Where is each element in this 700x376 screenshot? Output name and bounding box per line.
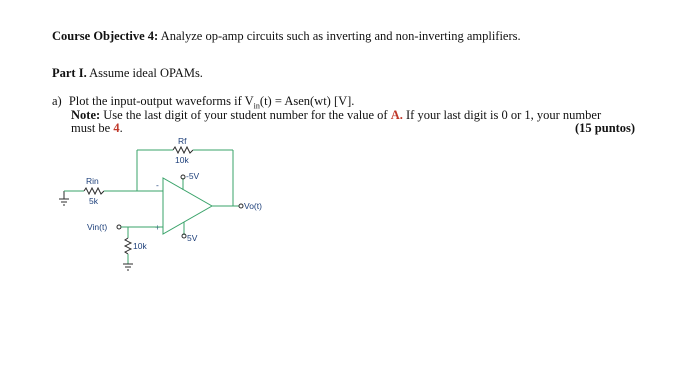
- part-label: Part I.: [52, 66, 87, 80]
- question-suffix: (t) = Asen(wt) [V].: [259, 94, 355, 108]
- question-sub: in: [253, 101, 260, 111]
- ground-symbol-bottom: [123, 264, 133, 270]
- vin-label: Vin(t): [87, 222, 108, 232]
- part-text: Assume ideal OPAMs.: [86, 66, 203, 80]
- rf-value: 10k: [175, 155, 189, 165]
- rin-label: Rin: [86, 176, 99, 186]
- vout-label: Vo(t): [244, 201, 262, 211]
- note-a: A.: [390, 108, 403, 122]
- note-text-1: Use the last digit of your student number for the value of: [100, 108, 391, 122]
- vin-terminal: [117, 225, 121, 229]
- note-four: 4: [113, 121, 120, 135]
- rf-label: Rf: [178, 136, 187, 146]
- question-letter: a): [52, 94, 62, 108]
- points-label: (15 puntos): [575, 121, 636, 135]
- inverting-sign: -: [156, 180, 159, 190]
- ground-symbol-left: [59, 191, 69, 205]
- note-label: Note:: [71, 108, 101, 122]
- rin-value: 5k: [89, 196, 98, 206]
- note-line-2-text: must be: [71, 121, 114, 135]
- objective-label: Course Objective 4:: [52, 29, 159, 43]
- note-end: .: [119, 121, 123, 135]
- note-text-2: If your last digit is 0 or 1, your number: [402, 108, 602, 122]
- op-amp-triangle: [163, 178, 212, 234]
- output-terminal: [239, 204, 243, 208]
- question-prefix: Plot the input-output waveforms if V: [68, 94, 254, 108]
- rf-resistor: [173, 147, 193, 153]
- noninverting-sign: +: [155, 222, 160, 232]
- objective-text: Analyze op-amp circuits such as inverting and non-inverting amplifiers.: [158, 29, 521, 43]
- ground-resistor: [125, 238, 131, 254]
- pos-supply-label: 5V: [187, 233, 198, 243]
- neg-supply-label: -5V: [186, 171, 200, 181]
- rin-resistor: [84, 188, 104, 194]
- ground-resistor-value: 10k: [133, 241, 147, 251]
